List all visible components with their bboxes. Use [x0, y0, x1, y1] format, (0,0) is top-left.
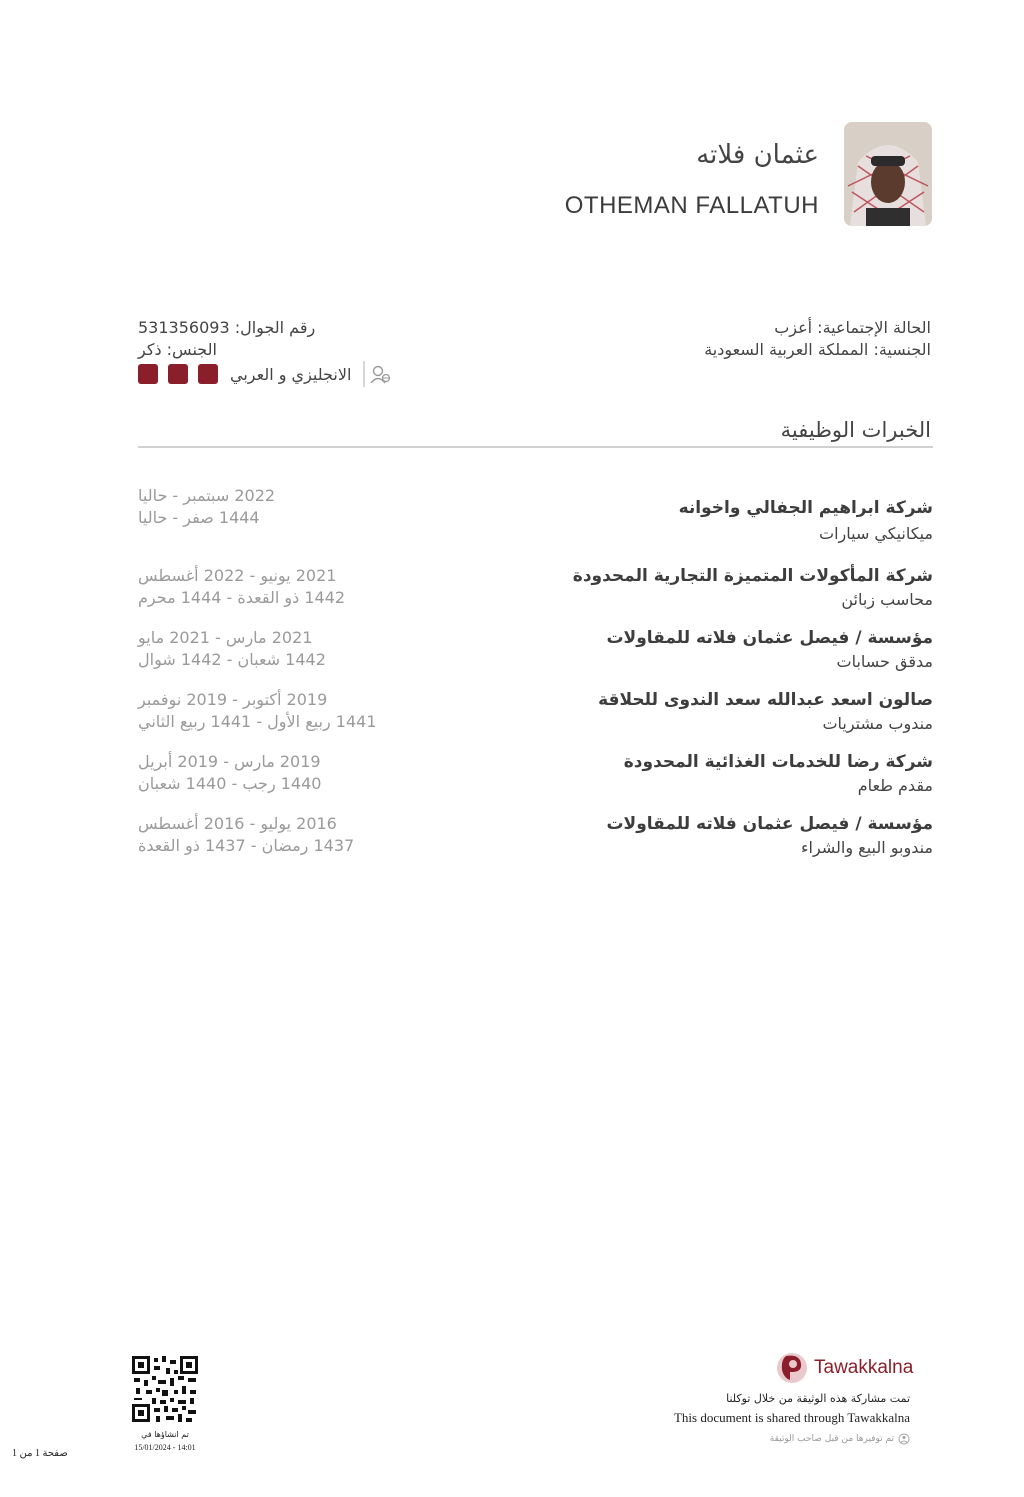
hijri-dates: 1442 ذو القعدة - 1444 محرم [138, 588, 346, 607]
gender: الجنس: ذكر [138, 340, 217, 359]
company-name: شركة المأكولات المتميزة التجارية المحدودة [572, 566, 933, 586]
language-level-square [138, 364, 158, 384]
separator [363, 361, 365, 387]
page-number: صفحة 1 من 1 [12, 1448, 68, 1459]
experience-item [138, 566, 933, 624]
hijri-dates: 1437 رمضان - 1437 ذو القعدة [138, 836, 355, 855]
job-role: مدقق حسابات [836, 652, 933, 671]
company-name: شركة رضا للخدمات الغذائية المحدودة [623, 752, 933, 772]
experience-item [138, 690, 933, 748]
shared-notice-arabic: تمت مشاركة هذه الوثيقة من خلال توكلنا [726, 1392, 910, 1405]
job-role: مقدم طعام [857, 776, 933, 795]
hijri-dates: 1444 صفر - حاليا [138, 508, 260, 527]
owner-note-text: تم توفيرها من قبل صاحب الوثيقة [769, 1434, 894, 1444]
experience-item [138, 486, 933, 544]
experience-title: الخبرات الوظيفية [780, 418, 931, 442]
qr-code-icon [132, 1356, 198, 1422]
tawakkalna-logo-icon [776, 1352, 808, 1384]
qr-code [132, 1356, 198, 1422]
mobile-number: رقم الجوال: 531356093 [138, 318, 316, 337]
profile-photo [844, 122, 932, 226]
language-level-square [168, 364, 188, 384]
owner-note [770, 1433, 910, 1445]
company-name: مؤسسة / فيصل عثمان فلاته للمقاولات [606, 814, 933, 834]
experience-item [138, 814, 933, 872]
experience-item [138, 752, 933, 810]
experience-item [138, 628, 933, 686]
tawakkalna-logo [776, 1352, 913, 1384]
owner-shield-icon [898, 1433, 910, 1445]
marital-status: الحالة الإجتماعية: أعزب [774, 318, 931, 337]
gregorian-dates: 2021 يونيو - 2022 أغسطس [138, 566, 337, 585]
job-role: مندوبو البيع والشراء [800, 838, 933, 857]
company-name: مؤسسة / فيصل عثمان فلاته للمقاولات [606, 628, 933, 648]
company-name: شركة ابراهيم الجفالي واخوانه [678, 498, 933, 518]
brand-name: Tawakkalna [814, 1357, 914, 1378]
gregorian-dates: 2021 مارس - 2021 مايو [138, 628, 313, 647]
job-role: مندوب مشتريات [822, 714, 933, 733]
gregorian-dates: 2019 أكتوبر - 2019 نوفمبر [138, 690, 328, 709]
name-english: OTHEMAN FALLATUH [564, 192, 819, 219]
hijri-dates: 1442 شعبان - 1442 شوال [138, 650, 326, 669]
person-photo-icon [844, 122, 932, 226]
language-person-icon [369, 363, 391, 385]
job-role: محاسب زبائن [841, 590, 933, 609]
shared-label: تم انشاؤها في [141, 1430, 189, 1439]
hijri-dates: 1441 ربيع الأول - 1441 ربيع الثاني [138, 712, 377, 731]
shared-notice-english: This document is shared through Tawakkalna [673, 1410, 910, 1425]
gregorian-dates: 2016 يوليو - 2016 أغسطس [138, 814, 337, 833]
nationality: الجنسية: المملكة العربية السعودية [704, 340, 931, 359]
shared-date: 15/01/2024 - 14:01 [134, 1443, 196, 1452]
gregorian-dates: 2019 مارس - 2019 أبريل [138, 752, 321, 771]
languages-text: الانجليزي و العربي [230, 364, 352, 384]
language-level-square [198, 364, 218, 384]
section-divider [138, 446, 933, 448]
languages-row [138, 360, 391, 388]
gregorian-dates: 2022 سبتمبر - حاليا [138, 486, 276, 505]
job-role: ميكانيكي سيارات [819, 524, 933, 543]
company-name: صالون اسعد عبدالله سعد الندوى للحلاقة [598, 690, 933, 710]
name-arabic: عثمان فلاته [696, 140, 819, 170]
hijri-dates: 1440 رجب - 1440 شعبان [138, 774, 322, 793]
